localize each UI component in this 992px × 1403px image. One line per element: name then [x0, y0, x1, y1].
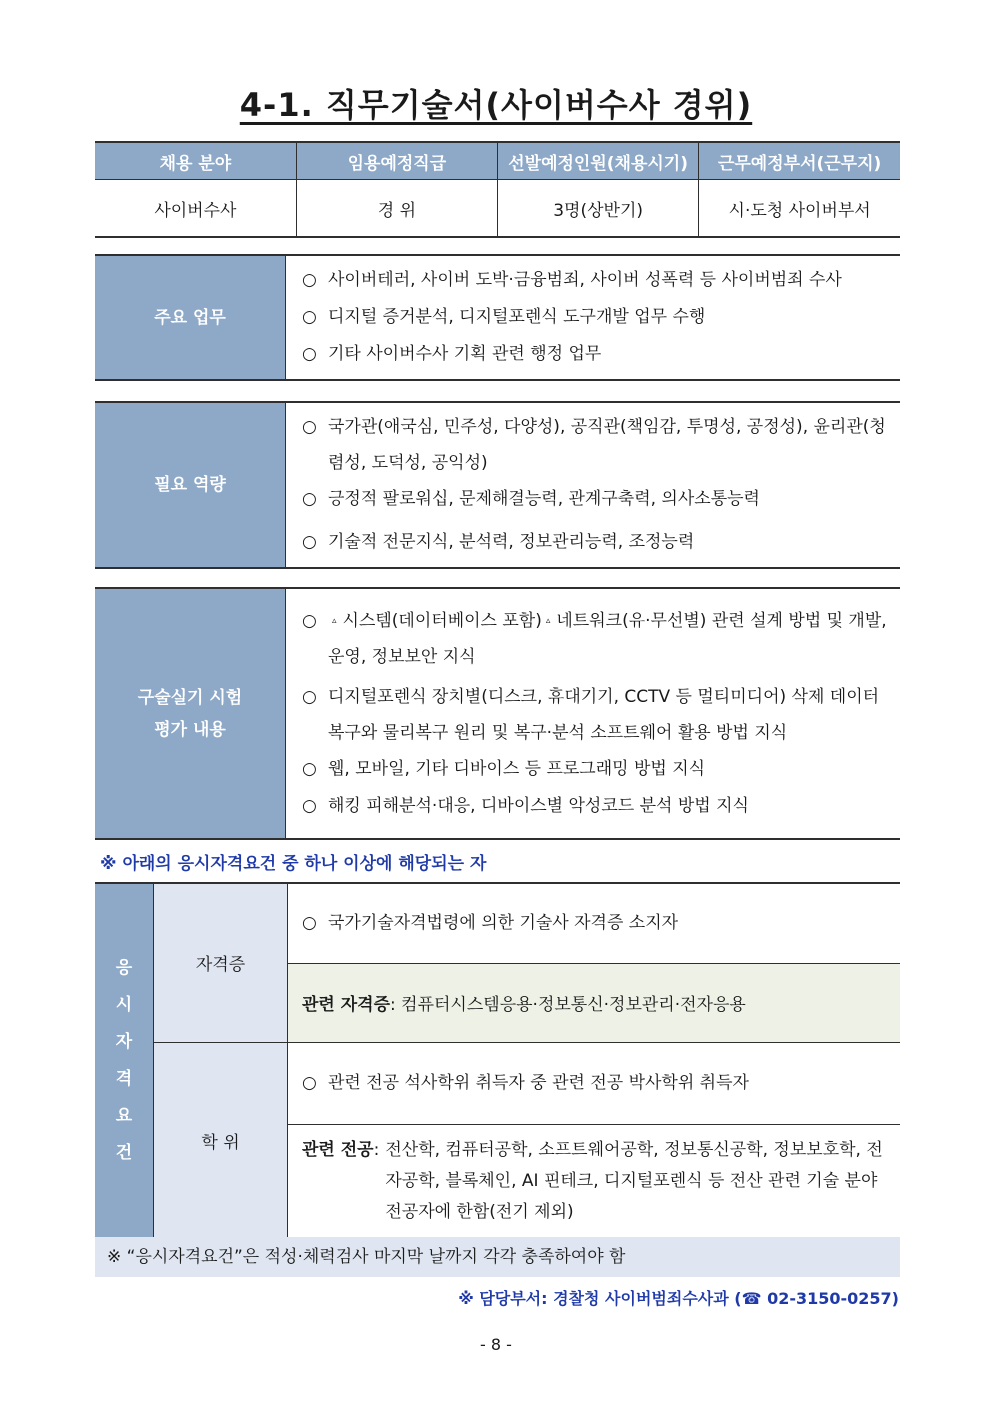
exam-item: ○ 디지털포렌식 장치별(디스크, 휴대기기, CCTV 등 멀티미디어) 삭제 데이터 복구와 물리복구 원리 및 복구·분석 소프트웨어 활용 방법 지식: [302, 686, 880, 743]
related-major: 관련 전공 : 전산학, 컴퓨터공학, 소프트웨어공학, 정보통신공학, 정보보호학, 전자공학, 블록체인, AI 핀테크, 디지털포렌식 등 전산 관련 기술 분야 전공자에 한함(전기 제외): [288, 1124, 901, 1238]
cert-label: 자격증: [154, 883, 288, 1042]
header-quota: 선발예정인원(채용시기): [498, 142, 699, 180]
value-rank: 경 위: [296, 180, 497, 238]
duties-label: 주요 업무: [95, 255, 286, 380]
degree-label: 학 위: [154, 1042, 288, 1238]
exam-item: ○ 해킹 피해분석·대응, 디바이스별 악성코드 분석 방법 지식: [302, 795, 749, 816]
duty-item: ○ 디지털 증거분석, 디지털포렌식 도구개발 업무 수행: [302, 307, 706, 327]
recruitment-table: [95, 141, 900, 238]
eligibility-note: ※ 아래의 응시자격요건 중 하나 이상에 해당되는 자: [100, 854, 487, 874]
exam-item: ○ 웹, 모바일, 기타 디바이스 등 프로그래밍 방법 지식: [302, 758, 706, 779]
degree-item: ○ 관련 전공 석사학위 취득자 중 관련 전공 박사학위 취득자: [288, 1042, 901, 1124]
qualification-table: [95, 882, 900, 1239]
exam-section: [95, 587, 900, 840]
cert-item: ○ 국가기술자격법령에 의한 기술사 자격증 소지자: [288, 883, 901, 963]
department-contact: ※ 담당부서: 경찰청 사이버범죄수사과 (☎ 02-3150-0257): [458, 1289, 899, 1308]
exam-label: 구술실기 시험 평가 내용: [95, 588, 286, 839]
value-department: 시·도청 사이버부서: [699, 180, 900, 238]
footnote: ※ “응시자격요건”은 적성·체력검사 마지막 날까지 각각 충족하여야 함: [95, 1237, 900, 1277]
qualification-label: 응 시 자 격 요 건: [95, 883, 154, 1238]
triangle-icon: ▵: [545, 615, 551, 626]
duties-section: [95, 254, 900, 381]
competency-item: ○ 긍정적 팔로워십, 문제해결능력, 관계구축력, 의사소통능력: [302, 489, 760, 509]
duty-item: ○ 사이버테러, 사이버 도박·금융범죄, 사이버 성폭력 등 사이버범죄 수사: [302, 270, 842, 290]
header-department: 근무예정부서(근무지): [699, 142, 900, 180]
competency-section: [95, 401, 900, 569]
competency-label: 필요 역량: [95, 402, 286, 568]
page-title: 4-1. 직무기술서(사이버수사 경위): [239, 86, 753, 124]
header-rank: 임용예정직급: [296, 142, 497, 180]
triangle-icon: ▵: [332, 615, 337, 626]
page-number: - 8 -: [480, 1335, 512, 1354]
duty-item: ○ 기타 사이버수사 기획 관련 행정 업무: [302, 344, 602, 364]
value-quota: 3명(상반기): [498, 180, 699, 238]
exam-item: ○ ▵ 시스템(데이터베이스 포함) ▵ 네트워크(유·무선별) 관련 설계 방법 및 개발, 운영, 정보보안 지식: [302, 610, 887, 667]
value-field: 사이버수사: [95, 180, 296, 238]
related-cert: 관련 자격증: 컴퓨터시스템응용·정보통신·정보관리·전자응용: [288, 963, 901, 1042]
competency-item: ○ 기술적 전문지식, 분석력, 정보관리능력, 조정능력: [302, 532, 695, 552]
competency-item: ○ 국가관(애국심, 민주성, 다양성), 공직관(책임감, 투명성, 공정성), 윤리관(청렴성, 도덕성, 공익성): [302, 417, 886, 473]
header-field: 채용 분야: [95, 142, 296, 180]
